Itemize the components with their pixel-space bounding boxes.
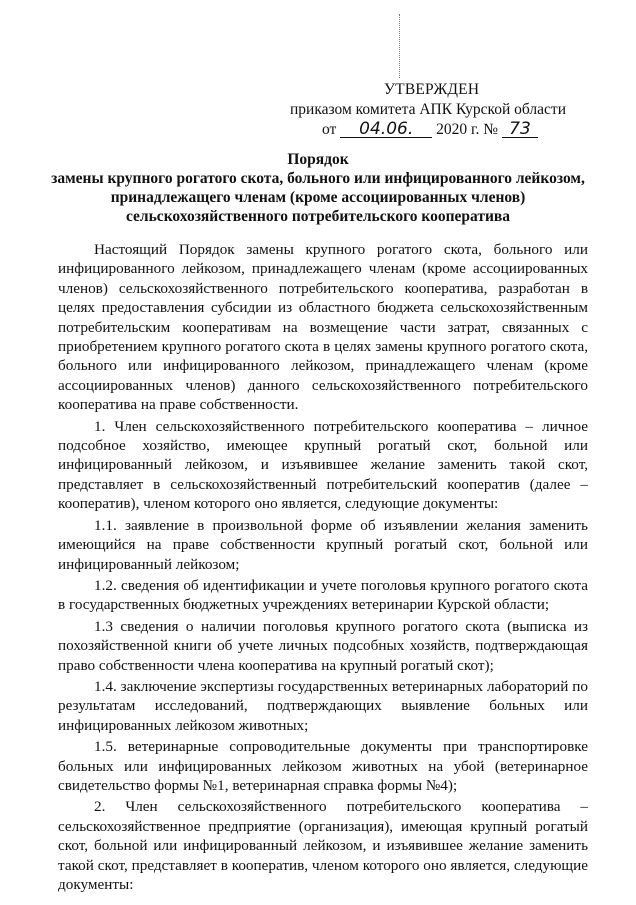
paragraph-1-5: 1.5. ветеринарные сопроводительные документы при транспортировке больных или инфицированных лейкозом животных на убой (ветеринарное свидетельство формы №1, ветеринарная справка формы №4); [58,738,588,794]
approval-block [290,80,580,140]
paragraph-1-1: 1.1. заявление в произвольной форме об изъявлении желания заменить имеющийся на праве собственности крупный рогатый скот, больной или инфицированный лейкозом; [58,516,588,573]
paragraph-1-2: 1.2. сведения об идентификации и учете поголовья крупного рогатого скота в государственных бюджетных учреждениях ветеринарии Курской области; [58,576,588,614]
approved-label: УТВЕРЖДЕН [384,81,480,98]
title-line-1: Порядок [287,151,349,168]
paragraph-1-3: 1.3 сведения о наличии поголовья крупного рогатого скота (выписка из похозяйственной книги об учете личных подсобных хозяйств, подтверждающая право собственности члена кооператива на крупный рогатый скот); [58,617,588,674]
paragraph-1-4: 1.4. заключение экспертизы государственных ветеринарных лабораторий по результатам исследований, подтверждающих выявление больных или инфицированных лейкозом животных; [58,677,588,734]
document-body [58,240,588,896]
title-line-3: принадлежащего членам (кроме ассоциированных членов) [110,189,526,206]
handwritten-number: 73 [502,121,538,138]
order-line: приказом комитета АПК Курской области [290,101,566,118]
paragraph-intro: Настоящий Порядок замены крупного рогатого скота, больного или инфицированного лейкозом, принадлежащего членам (кроме ассоциированных членов) сельскохозяйственного потребительского кооператива, разработан в целях предоставления субсидии из областного бюджета сельскохозяйственным потребительским кооперативам на возмещение части затрат, связанных с приобретением крупного рогатого скота в целях замены крупного рогатого скота, больного или инфицированного лейкозом, принадлежащего членам (кроме ассоциированных членов) данного сельскохозяйственного потребительского кооператива на праве собственности. [58,241,588,414]
paragraph-2: 2. Член сельскохозяйственного потребительского кооператива – сельскохозяйственное предприятие (организация), имеющая крупный рогатый скот, больной или инфицированный лейкозом, и изъявившее желание заменить такой скот, представляет в кооператив, членом которого оно является, следующие документы: [58,798,588,893]
year-text: 2020 г. № [436,121,499,138]
margin-dotted-line [399,14,400,78]
handwritten-date: 04.06. [340,121,432,138]
date-line [322,120,580,140]
paragraph-1: 1. Член сельскохозяйственного потребительского кооператива – личное подсобное хозяйство, имеющее крупный рогатый скот, больной или инфицированный лейкозом, и изъявившее желание заменить такой скот, представляет в сельскохозяйственный потребительский кооператив (далее – кооператив), членом которого оно является, следующие документы: [58,417,588,513]
date-prefix: от [322,121,337,138]
title-line-4: сельскохозяйственного потребительского кооператива [125,208,511,225]
title-line-2: замены крупного рогатого скота, больного или инфицированного лейкозом, [51,170,585,187]
document-title [20,150,616,226]
